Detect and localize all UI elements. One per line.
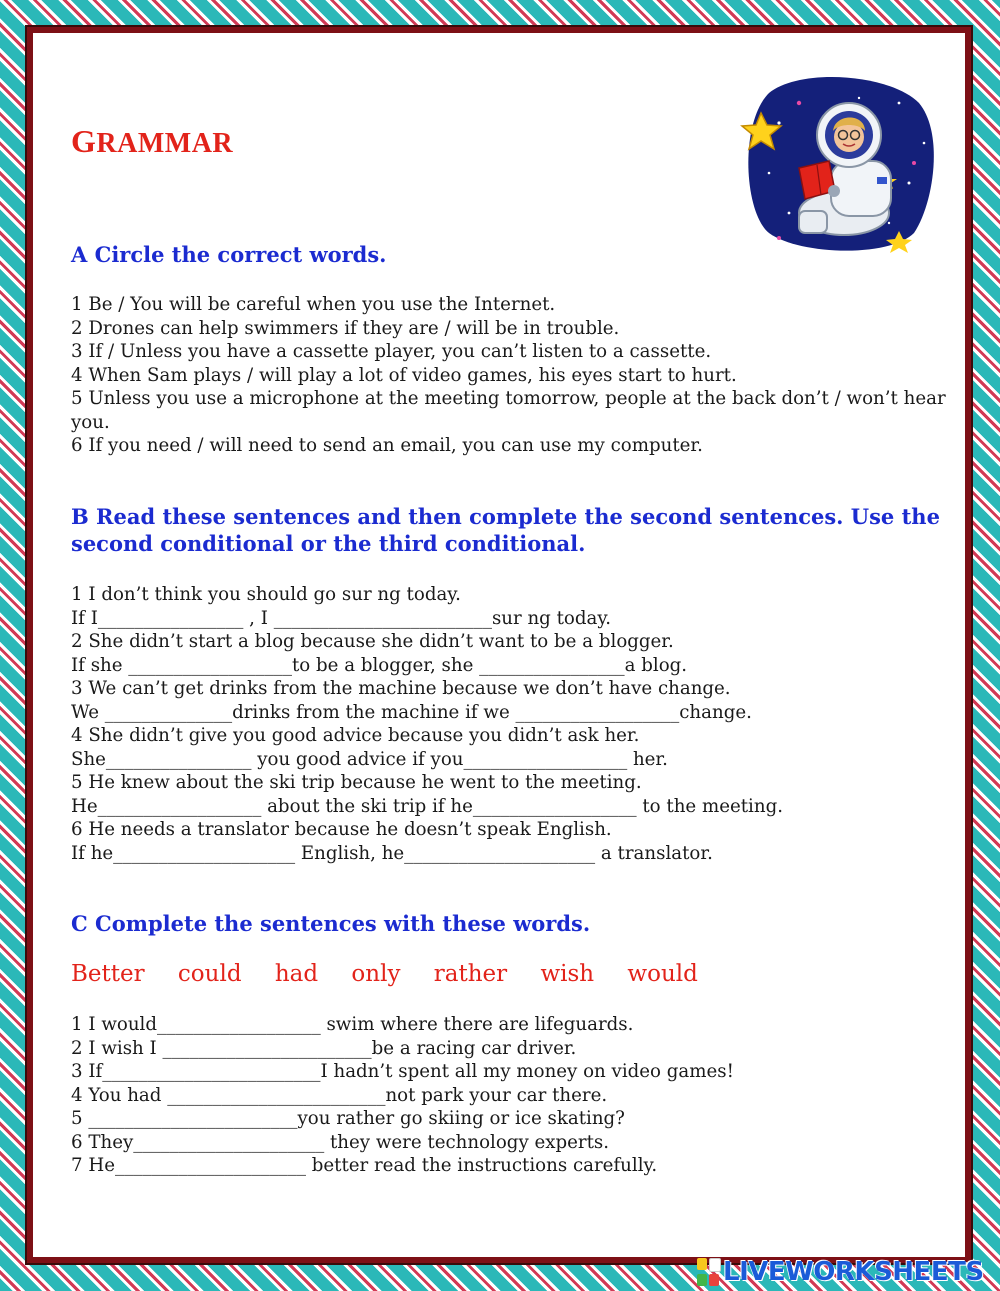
question-line: 7 He_____________________ better read the instructions carefully. bbox=[71, 1155, 658, 1176]
word-bank-item: rather bbox=[433, 961, 508, 987]
section-b-questions bbox=[71, 583, 951, 865]
question-line: 6 He needs a translator because he doesn’t speak English. bbox=[71, 819, 612, 840]
question-line: 6 They_____________________ they were technology experts. bbox=[71, 1131, 610, 1153]
question-line: 1 I would__________________ swim where there are lifeguards. bbox=[71, 1014, 634, 1035]
word-bank-item: had bbox=[274, 961, 319, 987]
section-a-heading: A Circle the correct words. bbox=[71, 242, 387, 267]
liveworksheets-logo[interactable] bbox=[697, 1256, 984, 1288]
astronaut-reading-illustration bbox=[739, 73, 935, 253]
word-bank bbox=[71, 961, 724, 987]
answer-line: If he____________________ English, he_____________________ a translator. bbox=[71, 842, 713, 864]
section-a-questions bbox=[71, 293, 951, 458]
word-bank-item: could bbox=[177, 961, 242, 987]
question-line: 4 You had ________________________not park your car there. bbox=[71, 1084, 608, 1106]
logo-text: LIVEWORKSHEETS bbox=[723, 1257, 984, 1287]
section-c-heading: C Complete the sentences with these words. bbox=[71, 911, 591, 936]
answer-line: We ______________drinks from the machine if we __________________change. bbox=[71, 701, 752, 723]
answer-line: If she __________________to be a blogger, she ________________a blog. bbox=[71, 654, 688, 676]
question-line: 2 She didn’t start a blog because she didn’t want to be a blogger. bbox=[71, 631, 674, 652]
question-line: 1 Be / You will be careful when you use the Internet. bbox=[71, 294, 556, 315]
answer-line: She________________ you good advice if you__________________ her. bbox=[71, 748, 668, 770]
question-line: 3 If________________________I hadn’t spent all my money on video games! bbox=[71, 1061, 734, 1082]
question-line: 4 She didn’t give you good advice because you didn’t ask her. bbox=[71, 725, 640, 746]
word-bank-item: Better bbox=[71, 961, 145, 987]
question-line: 1 I don’t think you should go sur ng today. bbox=[71, 584, 461, 605]
section-b-heading: B Read these sentences and then complete the second sentences. Use the second conditional or the third conditional. bbox=[71, 504, 940, 556]
page-title bbox=[71, 123, 233, 160]
question-line: 4 When Sam plays / will play a lot of video games, his eyes start to hurt. bbox=[71, 364, 737, 386]
title-rest: RAMMAR bbox=[96, 128, 234, 159]
question-line: 6 If you need / will need to send an email, you can use my computer. bbox=[71, 435, 703, 456]
word-bank-item: only bbox=[351, 961, 401, 987]
worksheet-page bbox=[27, 27, 971, 1263]
question-line: 5 Unless you use a microphone at the meeting tomorrow, people at the back don’t / won’t hear you. bbox=[71, 388, 946, 433]
question-line: 5 He knew about the ski trip because he went to the meeting. bbox=[71, 772, 642, 793]
word-bank-item: would bbox=[627, 961, 698, 987]
question-line: 5 _______________________you rather go skiing or ice skating? bbox=[71, 1108, 625, 1129]
question-line: 3 We can’t get drinks from the machine because we don’t have change. bbox=[71, 678, 731, 699]
question-line: 3 If / Unless you have a cassette player, you can’t listen to a cassette. bbox=[71, 341, 712, 362]
answer-line: He__________________ about the ski trip if he__________________ to the meeting. bbox=[71, 795, 784, 817]
title-initial: G bbox=[71, 123, 97, 159]
word-bank-item: wish bbox=[540, 961, 595, 987]
question-line: 2 Drones can help swimmers if they are / will be in trouble. bbox=[71, 317, 620, 339]
answer-line: If I________________ , I ________________________sur ng today. bbox=[71, 607, 611, 629]
logo-blocks-icon bbox=[697, 1258, 719, 1286]
section-c-questions bbox=[71, 1013, 951, 1178]
question-line: 2 I wish I _______________________be a racing car driver. bbox=[71, 1037, 577, 1059]
